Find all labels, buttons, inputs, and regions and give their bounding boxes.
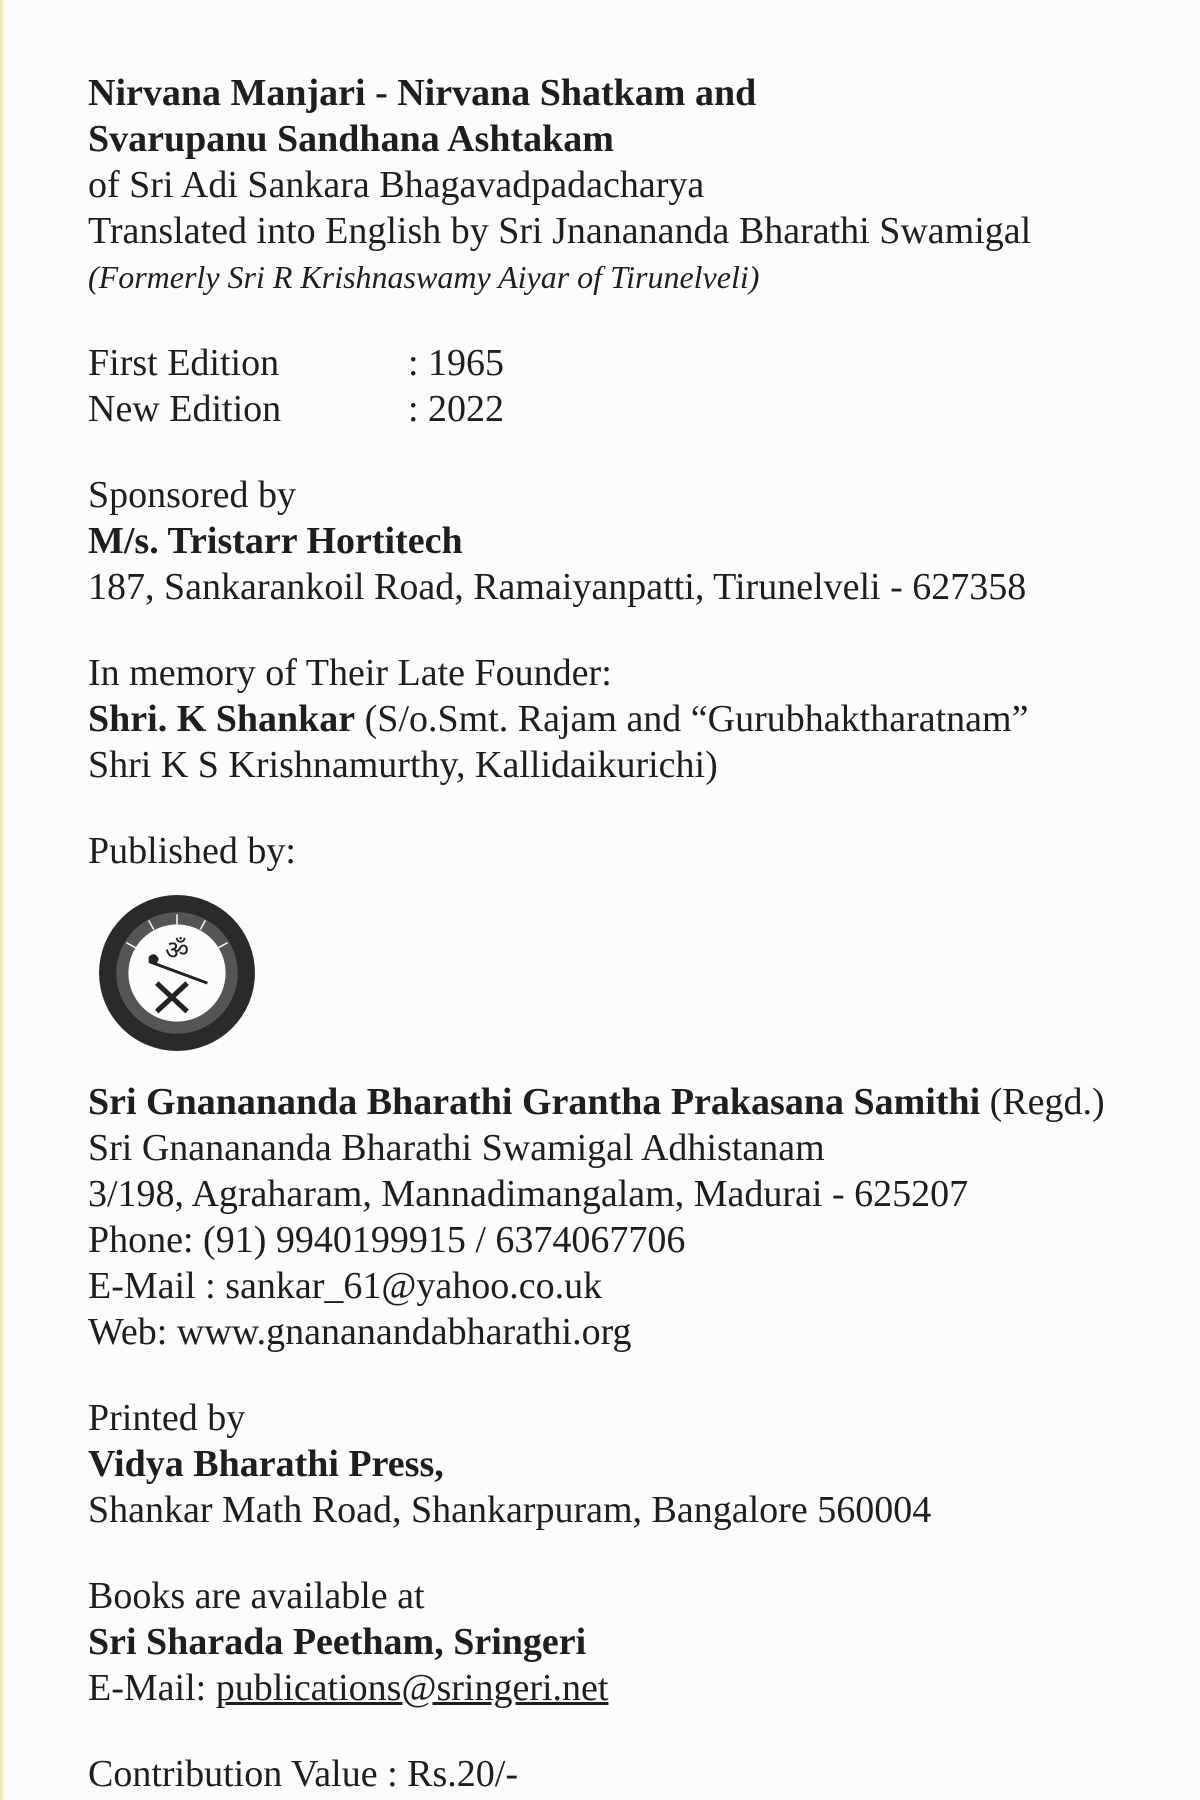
page-edge (0, 0, 6, 1800)
publisher-phone: Phone: (91) 9940199915 / 6374067706 (88, 1219, 686, 1261)
sponsor-name: M/s. Tristarr Hortitech (88, 520, 463, 562)
author-line: of Sri Adi Sankara Bhagavadpadacharya (88, 164, 705, 206)
edition-block (88, 340, 1168, 432)
memory-block (88, 650, 1168, 788)
availability-email-line (88, 1665, 1168, 1711)
publisher-heading: Published by: (88, 830, 296, 872)
availability-block (88, 1573, 1168, 1711)
colophon-page (88, 70, 1168, 1797)
contribution-block (88, 1751, 1168, 1797)
sponsor-heading: Sponsored by (88, 474, 296, 516)
founder-detail: (S/o.Smt. Rajam and “Gurubhaktharatnam” (355, 698, 1029, 740)
publisher-name-line (88, 1079, 1168, 1125)
edition-row (88, 386, 1168, 432)
svg-text:ॐ: ॐ (165, 935, 189, 966)
printer-block (88, 1395, 1168, 1533)
memory-heading: In memory of Their Late Founder: (88, 652, 612, 694)
founder-detail-line2: Shri K S Krishnamurthy, Kallidaikurichi) (88, 744, 718, 786)
om-seal-icon (96, 892, 258, 1054)
availability-email-link[interactable]: publications@sringeri.net (215, 1667, 609, 1709)
publisher-regd: (Regd.) (980, 1081, 1105, 1123)
book-title-line2: Svarupanu Sandhana Ashtakam (88, 118, 614, 160)
contribution-value: Contribution Value : Rs.20/- (88, 1753, 518, 1795)
edition-label: First Edition (88, 342, 280, 384)
printer-heading: Printed by (88, 1397, 246, 1439)
availability-heading: Books are available at (88, 1575, 425, 1617)
printer-address: Shankar Math Road, Shankarpuram, Bangalore 560004 (88, 1489, 932, 1531)
edition-value: : 2022 (408, 388, 505, 430)
memory-line (88, 696, 1168, 742)
book-title-line1: Nirvana Manjari - Nirvana Shatkam and (88, 72, 757, 114)
founder-name: Shri. K Shankar (88, 698, 356, 740)
printer-name: Vidya Bharathi Press, (88, 1443, 444, 1485)
translator-line: Translated into English by Sri Jnanananda Bharathi Swamigal (88, 210, 1032, 252)
publisher-block (88, 828, 1168, 1355)
availability-name: Sri Sharada Peetham, Sringeri (88, 1621, 587, 1663)
publisher-line2: Sri Gnanananda Bharathi Swamigal Adhistanam (88, 1127, 825, 1169)
edition-label: New Edition (88, 388, 282, 430)
availability-email-label: E-Mail: (88, 1667, 216, 1709)
sponsor-address: 187, Sankarankoil Road, Ramaiyanpatti, Tirunelveli - 627358 (88, 566, 1027, 608)
publisher-web: Web: www.gnananandabharathi.org (88, 1311, 632, 1353)
edition-row (88, 340, 1168, 386)
title-block (88, 70, 1168, 300)
publisher-email: E-Mail : sankar_61@yahoo.co.uk (88, 1265, 603, 1307)
translator-note: (Formerly Sri R Krishnaswamy Aiyar of Tirunelveli) (88, 259, 760, 295)
sponsor-block (88, 472, 1168, 610)
edition-value: : 1965 (408, 342, 505, 384)
publisher-address: 3/198, Agraharam, Mannadimangalam, Madurai - 625207 (88, 1173, 969, 1215)
publisher-name: Sri Gnanananda Bharathi Grantha Prakasana Samithi (88, 1081, 981, 1123)
